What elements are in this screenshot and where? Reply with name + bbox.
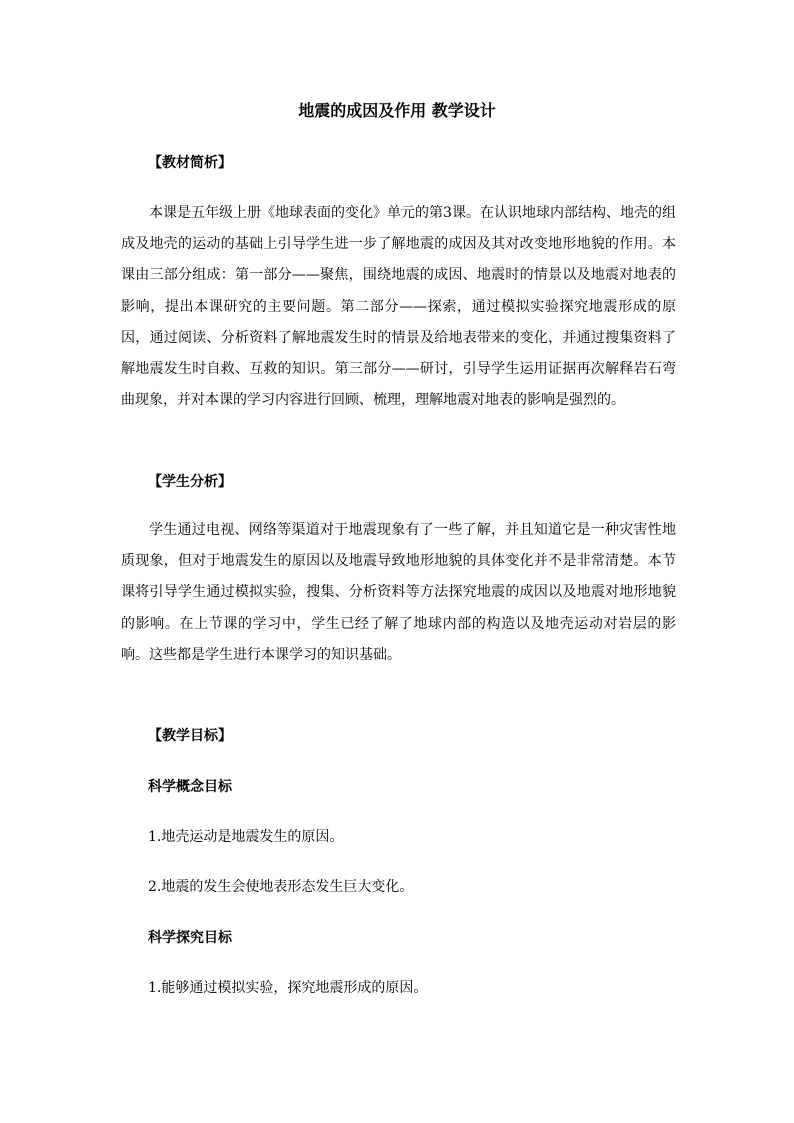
section-heading-students: 【学生分析】 bbox=[148, 474, 232, 490]
concept-goal-item-1: 1.地壳运动是地震发生的原因。 bbox=[148, 829, 344, 845]
document-title: 地震的成因及作用 教学设计 bbox=[298, 101, 496, 120]
subheading-concept-goals: 科学概念目标 bbox=[148, 779, 232, 795]
section-heading-textbook: 【教材简析】 bbox=[148, 155, 232, 171]
section-heading-goals: 【教学目标】 bbox=[148, 728, 232, 744]
subheading-inquiry-goals: 科学探究目标 bbox=[148, 930, 232, 946]
student-analysis-paragraph: 学生通过电视、网络等渠道对于地震现象有了一些了解，并且知道它是一种灾害性地质现象，但对于地震发生的原因以及地震导致地形地貌的具体变化并不是非常清楚。本节课将引导学生通过模拟实验，搜集、分析资料等方法探究地震的成因以及地震对地形地貌的影响。在上节课的学习中，学生已经了解了地球内部的构造以及地壳运动对岩层的影响。这些都是学生进行本课学习的知识基础。 bbox=[121, 522, 676, 663]
textbook-analysis-paragraph: 本课是五年级上册《地球表面的变化》单元的第3课。在认识地球内部结构、地壳的组成及地壳的运动的基础上引导学生进一步了解地震的成因及其对改变地形地貌的作用。本课由三部分组成：第一部分——聚焦，围绕地震的成因、地震时的情景以及地震对地表的影响，提出本课研究的主要问题。第二部分——探索，通过模拟实验探究地震形成的原因，通过阅读、分析资料了解地震发生时的情景及给地表带来的变化，并通过搜集资料了解地震发生时自救、互救的知识。第三部分——研讨，引导学生运用证据再次解释岩石弯曲现象，并对本课的学习内容进行回顾、梳理，理解地震对地表的影响是强烈的。 bbox=[121, 205, 676, 409]
inquiry-goal-item-1: 1.能够通过模拟实验，探究地震形成的原因。 bbox=[148, 980, 428, 996]
concept-goal-item-2: 2.地震的发生会使地表形态发生巨大变化。 bbox=[148, 879, 414, 895]
